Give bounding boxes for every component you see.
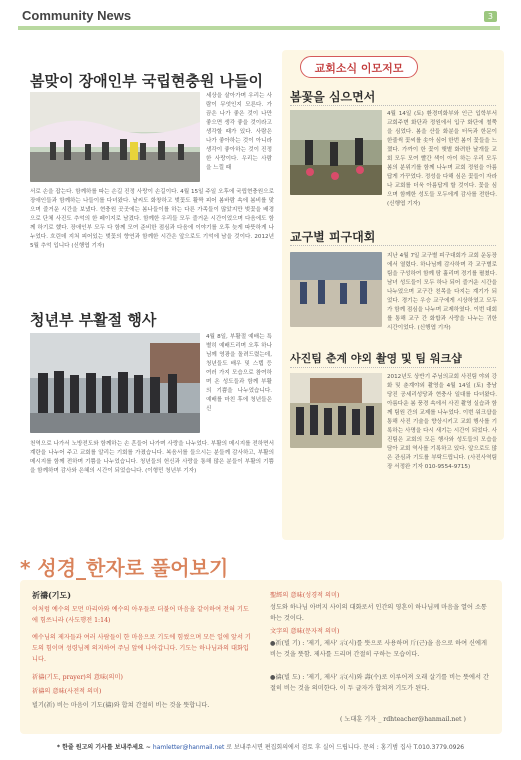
- news-item-3-text: 2012년도 상반기 주님의교회 사진팀 야외 강화 및 춘계야외 촬영을 4월 14일 (토) 충남 당진 공세리성당과 현충사 일대를 다녀왔다. 아름다운 봄 풍경 속에서 사진 촬영 실습과 함께 팀원 간의 교제를 나누었다. 이번 워크샵을 통해 사진 기술을 향상시키고 교회 행사를 기록하는 사명을 다시 새기는 시간이 되었다. 사진팀은 교회의 모든 행사와 성도들의 모습을 담아 교회 역사를 기록하고 있다. 앞으로도 많은 관심과 기도를 부탁드립니다. (사진사역팀장 서정완 기자 010-9554-9715): [387, 374, 497, 470]
- church-news-banner-label: 교회소식 이모저모: [314, 62, 404, 75]
- news-item-1-text: 4월 14일 (토) 환경미화부와 인근 입학부서 교회주변 화단과 정원에서 입구 화단에 철쭉을 심었다. 봄을 산들 화분을 터득과 한문이 한줄씩 꽃씨를 솟아 심어 한번 봄이 꽃들을 느꼈다. 가까이 한 꽃이 햇볕 화려한 날개들 교회 모두 모여 빨간 색이 아이 하는 우리 모두 봄의 분위기를 함께 나누며 교회 정원을 아름답게 가꾸었다. 정성을 다해 심은 꽃들이 자라나 교회를 더욱 아름답게 할 것이다. 꽃을 심으며 함께한 성도들 모두에게 감사를 전한다. (신행엽 기자): [387, 111, 497, 207]
- divider: [290, 105, 496, 106]
- article2-title: 청년부 부활절 행사: [30, 311, 157, 329]
- article2-side-text: 4월 8일, 부활절 예배는 특별히 예배드리며 오후 하나님께 영광을 돌려드렸는데, 청년들도 배우 및 스텝 등 여러 가지 모습으로 참여하며 온 성도들과 함께 부활의 기쁨을 나누었습니다. 예배를 마친 후에 청년들은 신: [206, 334, 272, 412]
- article2-photo: [30, 333, 200, 433]
- page-header: [0, 0, 521, 44]
- footer-label: * 한줄 원고의 기사를 보내주세요 ~: [56, 744, 153, 751]
- article1-side-text: 세상을 살아가며 우리는 사람이 무엇인지 모른다. 가끔은 나가 좋은 것이 나만 좋으면 생각 좋을 것이라고 생각할 때가 있다. 사람은 나가 좋아하는 것이 아니라 생각이 좋아하는 것이 진정한 사랑이다. 우리는 사람을 느낄 때: [206, 93, 272, 171]
- bible-section-title: * 성경_한자로 풀어보기: [20, 556, 229, 580]
- church-news-banner: [300, 56, 418, 78]
- article1-main-text: 서로 손을 잡는다. 함께하를 따는 손길 진정 사랑이 손길이다. 4월 15일 주일 오후에 국립현충원으로 장애인들과 함께하는 나들이를 다녀왔다. 날씨도 화창하고 벚꽃도 활짝 피어 봄바람 속에 봄비를 맞으며 즐거운 시간을 보냈다. 현충원 곳곳에는 봄나들이를 하는 다른 가족들이 많았지만 벚꽃을 배경으로 단체 사진도 추억의 한 페이지로 남겼다. 함께한 우리들 모두 즐거운 시간이었으며 다음에도 함께 하기로 했다. 장애인부 모두 다 함께 모여 준비한 점심과 다음에 이야기를 오후 늦게 따뜻하게 나누었다. 흐린데 지쳐 피어있는 벚꽃의 향연과 함께한 시간은 앞으로도 기억에 남을 것이다. 2012년 5월 추억 입니다 (신행엽 기자): [30, 189, 274, 249]
- bible-reporter-credit: ( 노대훈 기자 _ rdhteacher@hanmail.net ): [340, 716, 466, 723]
- news-item-1-photo: [290, 110, 382, 195]
- bible-right-line-3: 文字의 意味(문자적 의미): [270, 628, 340, 635]
- footer-note: 로 보내주시면 편집회의에서 검토 후 실어 드립니다. 문의 : 홍기범 집사 T.010.3779.0926: [224, 744, 465, 751]
- bible-left-line-1: 祈禱(기도): [32, 590, 72, 600]
- bible-right-line-1: 聖經의 意味(성경적 의미): [270, 592, 340, 599]
- article1-title: 봄맞이 장애인부 국립현충원 나들이: [30, 72, 264, 90]
- bible-left-line-5: 祈禱의 意味(사전적 의미): [32, 688, 102, 695]
- page-number: 3: [484, 11, 497, 22]
- news-item-3-title: 사진팀 춘계 야외 촬영 및 팀 워크샵: [290, 352, 462, 365]
- bible-left-line-3: 예수님의 제자들과 여러 사람들이 한 마음으로 기도에 힘썼으며 모든 일에 앞서 기도의 힘이며 성령님께 의지하여 주님 앞에 나아갑니다. 기도는 하나님과의 대화입니다.: [32, 634, 251, 663]
- bible-left-line-6: 빌기(祈) 비는 마음이 기도(禱)와 합쳐 간절히 비는 것을 뜻합니다.: [32, 702, 210, 709]
- header-rule: [18, 26, 500, 30]
- bible-left-line-2: 이처럼 예수의 모먼 마리아와 예수의 아우들로 더불어 마음을 같이하여 전혀 기도에 힘쓰니라 (사도행전 1:14): [32, 606, 249, 624]
- news-item-2-photo: [290, 252, 382, 327]
- article2-main-text: 천역으로 나가서 노방전도와 함께하는 손 흔들어 나가며 사랑을 나누었다. 부활의 메시지를 전하면서 계란을 나누어 주고 교회를 알리는 기회를 가졌습니다. 복음서를 들으시는 분들께 감사하고, 부활의 메시지를 함께 전하며 기쁨을 나누었습니다. 청년들의 헌신과 사랑을 통해 많은 분들이 부활의 기쁨을 함께하며 감사와 은혜의 시간이 되었습니다. (이형민 청년부 기자): [30, 441, 274, 474]
- page-footer: [0, 742, 521, 751]
- bible-right-line-5: ●禱(빌 도) : '제기, 제사' 示(시)와 壽(수)로 이루어져 오래 살기를 비는 뜻에서 간절히 비는 것을 의미한다. 이 두 글자가 합쳐져 기도가 된다.: [270, 674, 489, 692]
- divider: [290, 245, 496, 246]
- news-item-1-title: 봄꽃을 심으면서: [290, 90, 376, 104]
- news-item-3-photo: [290, 373, 382, 448]
- bible-left-line-4: 祈禱(기도, prayer)의 意味(의미): [32, 674, 123, 681]
- divider: [290, 367, 496, 368]
- bible-right-line-2: 성도와 하나님 아버지 사이의 대화로서 인간의 영혼이 하나님께 마음을 열어 소통하는 것이다.: [270, 604, 487, 622]
- footer-email-link[interactable]: hamletter@hanmail.net: [152, 744, 225, 751]
- news-item-2-title: 교구별 피구대회: [290, 230, 376, 244]
- newsletter-title: Community News: [22, 8, 132, 23]
- news-item-2-text: 지난 4월 7일 교구별 피구대회가 교회 운동장에서 열렸다. 하나님께 감사하며 각 교구별로 팀을 구성하여 함께 땀 흘리며 경기를 펼쳤다. 남녀 성도들이 모두 하나 되어 즐거운 시간을 나누었으며 교구간 친목을 다지는 계기가 되었다. 경기는 우승 교구에게 시상하였고 모두가 함께 점심을 나누며 교제하였다. 이번 대회를 통해 교구 간 화합과 사랑을 나누는 귀한 시간이었다. (신행엽 기자): [387, 253, 497, 331]
- bible-right-line-4: ●祈(빌 기) : '제기, 제사' 示(시)를 뜻으로 사용하며 斤(근)을 음으로 하여 신에게 비는 것을 뜻함. 제사를 드리며 간절히 구하는 모습이다.: [270, 640, 487, 658]
- article1-photo: [30, 92, 200, 182]
